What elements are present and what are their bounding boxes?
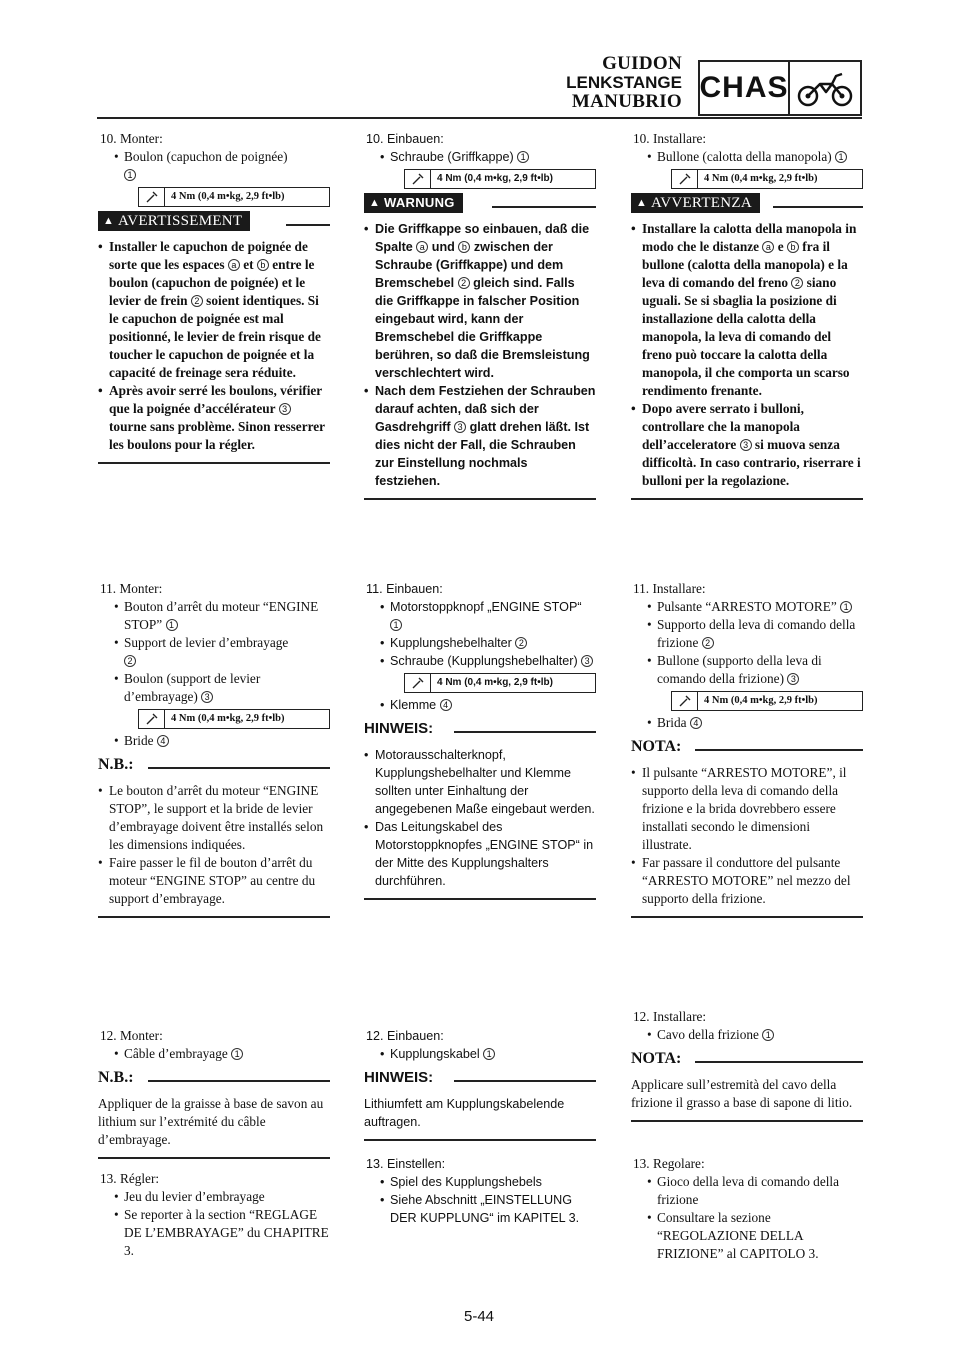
it-step-10: 10. Installare: • Bullone (calotta della manopola) 1 4 Nm (0,4 m•kg, 2,9 ft•lb) ▲ AVVERTENZA • Installare la calotta della manopola in modo che le distanze a e b fra il bullone (calotta della manopola) e la leva di comando del freno 2 siano uguali. Se si sbaglia la posizione di installazione della calotta della manopola, la leva di comando del freno può toccare la calotta della manopola, il che comporta un scarso rendimento frenante. • Dopo avere serrato i bulloni, controllare che la manopola dell’acceleratore 3 si muova senza difficoltà. In caso contrario, riserrare i bulloni per la regolazione. <box>631 130 863 500</box>
torque-spec: 4 Nm (0,4 m•kg, 2,9 ft•lb) <box>404 673 596 693</box>
note-body: Appliquer de la graisse à base de savon au lithium sur l’extrémité du câble d’embrayage. <box>98 1096 324 1147</box>
de-step-11: 11. Einbauen: • Motorstoppknopf „ENGINE STOP“ 1 • Kupplungshebelhalter 2 • Schraube (Kupplungshebelhalter) 3 4 Nm (0,4 m•kg, 2,9 ft•lb) • Klemme 4 HINWEIS: • Motorausschalterknopf, Kupplungshebelhalter und Klemme sollten unter Einhaltung der angegebenen Maße eingebaut werden. • Das Leitungskabel des Motorstoppknopfes „ENGINE STOP“ in der Mitte des Kupplungshalters durchführen. <box>364 580 596 900</box>
torque-spec: 4 Nm (0,4 m•kg, 2,9 ft•lb) <box>671 691 863 711</box>
fr-step-13: 13. Régler: • Jeu du levier d’embrayage • Se reporter à la section “REGLAGE DE L’EMBRAYAGE” du CHAPITRE 3. <box>98 1170 330 1260</box>
torque-spec: 4 Nm (0,4 m•kg, 2,9 ft•lb) <box>138 187 330 207</box>
note-body: • Le bouton d’arrêt du moteur “ENGINE STOP”, le support et la bride de levier d’embrayage doivent être installés selon les dimensions indiquées. • Faire passer le fil de bouton d’arrêt du moteur “ENGINE STOP” au centre du support d’embrayage. <box>98 778 330 908</box>
warning-label: ▲ AVERTISSEMENT <box>98 211 250 231</box>
page-number: 5-44 <box>464 1308 495 1325</box>
warning-header <box>631 193 863 215</box>
warning-header <box>364 193 596 215</box>
warning-header <box>98 211 330 233</box>
wrench-icon <box>405 674 431 692</box>
note-body: • Il pulsante “ARRESTO MOTORE”, il supporto della leva di comando della frizione e la brida dovrebbero essere installati secondo le dimensioni illustrate. • Far passare il conduttore del pulsante “ARRESTO MOTORE” nel mezzo del supporto della frizione. <box>631 760 863 908</box>
de-step-13: 13. Einstellen: • Spiel des Kupplungshebels • Siehe Abschnitt „EINSTELLUNG DER KUPPLUNG“ im KAPITEL 3. <box>364 1155 596 1227</box>
section-titles <box>566 54 682 111</box>
warning-label: ▲ WARNUNG <box>364 193 463 213</box>
header-rule <box>97 117 862 119</box>
wrench-icon <box>672 170 698 188</box>
note-header: N.B.: <box>98 1069 330 1091</box>
torque-spec: 4 Nm (0,4 m•kg, 2,9 ft•lb) <box>138 709 330 729</box>
section-code: CHAS <box>700 62 790 114</box>
note-body: • Motorausschalterknopf, Kupplungshebelhalter und Klemme sollten unter Einhaltung der angegebenen Maße eingebaut werden. • Das Leitungskabel des Motorstoppknopfes „ENGINE STOP“ in der Mitte des Kupplungshalters durchführen. <box>364 742 596 890</box>
it-step-12: 12. Installare: • Cavo della frizione 1 NOTA: Applicare sull’estremità del cavo della frizione il grasso a base di sapone di litio. <box>631 1008 863 1122</box>
note-header: N.B.: <box>98 756 330 778</box>
section-badge <box>698 60 862 116</box>
wrench-icon <box>405 170 431 188</box>
warning-body: • Die Griffkappe so einbauen, daß die Spalte a und b zwischen der Schraube (Griffkappe) und dem Bremschebel 2 gleich sind. Falls die Griffkappe in falscher Position eingebaut wird, kann der Bremschebel die Griffkappe berühren, so daß die Bremsleistung verschlechtert wird. • Nach dem Festziehen der Schrauben darauf achten, daß sich der Gasdrehgriff 3 glatt drehen läßt. Ist dies nicht der Fall, die Schrauben zur Einstellung nochmals festziehen. <box>364 215 596 490</box>
wrench-icon <box>139 710 165 728</box>
title-it: MANUBRIO <box>571 91 682 112</box>
note-body: Applicare sull’estremità del cavo della frizione il grasso a base di sapone di litio. <box>631 1077 853 1110</box>
title-fr: GUIDON <box>602 53 682 74</box>
note-header: NOTA: <box>631 1050 863 1072</box>
wrench-icon <box>672 692 698 710</box>
fr-step-10: 10. Monter: • Boulon (capuchon de poignée) 1 4 Nm (0,4 m•kg, 2,9 ft•lb) ▲ AVERTISSEMENT • Installer le capuchon de poignée de sorte que les espaces a et b entre le boulon (capuchon de poignée) et le levier de frein 2 soient identiques. Si le capuchon de poignée est mal positionné, le levier de frein risque de toucher le capuchon de poignée et la capacité de freinage sera réduite. • Après avoir serré les boulons, vérifier que la poignée d’accélérateur 3 tourne sans problème. Sinon resserrer les boulons pour la régler. <box>98 130 330 464</box>
warning-body: • Installer le capuchon de poignée de sorte que les espaces a et b entre le boulon (capuchon de poignée) et le levier de frein 2 soient identiques. Si le capuchon de poignée est mal positionné, le levier de frein risque de toucher le capuchon de poignée et la capacité de freinage sera réduite. • Après avoir serré les boulons, vérifier que la poignée d’accélérateur 3 tourne sans problème. Sinon resserrer les boulons pour la régler. <box>98 233 330 454</box>
de-step-12: 12. Einbauen: • Kupplungskabel 1 HINWEIS: Lithiumfett am Kupplungskabelende auftragen. <box>364 1027 596 1141</box>
warning-body: • Installare la calotta della manopola in modo che le distanze a e b fra il bullone (calotta della manopola) e la leva di comando del freno 2 siano uguali. Se si sbaglia la posizione di installazione della calotta della manopola, la leva di comando del freno può toccare la calotta della manopola, il che comporta un scarso rendimento frenante. • Dopo avere serrato i bulloni, controllare che la manopola dell’acceleratore 3 si muova senza difficoltà. In caso contrario, riserrare i bulloni per la regolazione. <box>631 215 863 490</box>
it-step-13: 13. Regolare: • Gioco della leva di comando della frizione • Consultare la sezione “REGOLAZIONE DELLA FRIZIONE” al CAPITOLO 3. <box>631 1155 863 1263</box>
fr-step-11: 11. Monter: • Bouton d’arrêt du moteur “ENGINE STOP” 1 • Support de levier d’embrayage 2 • Boulon (support de levier d’embrayage) 3 4 Nm (0,4 m•kg, 2,9 ft•lb) • Bride 4 N.B.: • Le bouton d’arrêt du moteur “ENGINE STOP”, le support et la bride de levier d’embrayage doivent être installés selon les dimensions indiquées. • Faire passer le fil de bouton d’arrêt du moteur “ENGINE STOP” au centre du support d’embrayage. <box>98 580 330 918</box>
de-step-10: 10. Einbauen: • Schraube (Griffkappe) 1 4 Nm (0,4 m•kg, 2,9 ft•lb) ▲ WARNUNG • Die Griffkappe so einbauen, daß die Spalte a und b zwischen der Schraube (Griffkappe) und dem Bremschebel 2 gleich sind. Falls die Griffkappe in falscher Position eingebaut wird, kann der Bremschebel die Griffkappe berühren, so daß die Bremsleistung verschlechtert wird. • Nach dem Festziehen der Schrauben darauf achten, daß sich der Gasdrehgriff 3 glatt drehen läßt. Ist dies nicht der Fall, die Schrauben zur Einstellung nochmals festziehen. <box>364 130 596 500</box>
fr-step-12: 12. Monter: • Câble d’embrayage 1 N.B.: Appliquer de la graisse à base de savon au lithium sur l’extrémité du câble d’embrayage. <box>98 1027 330 1159</box>
note-header: NOTA: <box>631 738 863 760</box>
callout-1: 1 <box>124 169 136 181</box>
warning-label: ▲ AVVERTENZA <box>631 193 760 213</box>
title-de: LENKSTANGE <box>566 73 682 92</box>
it-step-11: 11. Installare: • Pulsante “ARRESTO MOTORE” 1 • Supporto della leva di comando della frizione 2 • Bullone (supporto della leva di comando della frizione) 3 4 Nm (0,4 m•kg, 2,9 ft•lb) • Brida 4 NOTA: • Il pulsante “ARRESTO MOTORE”, il supporto della leva di comando della frizione e la brida dovrebbero essere installati secondo le dimensioni illustrate. • Far passare il conduttore del pulsante “ARRESTO MOTORE” nel mezzo del supporto della frizione. <box>631 580 863 918</box>
note-body: Lithiumfett am Kupplungskabelende auftragen. <box>364 1097 565 1129</box>
note-header: HINWEIS: <box>364 720 596 742</box>
torque-spec: 4 Nm (0,4 m•kg, 2,9 ft•lb) <box>404 169 596 189</box>
note-header: HINWEIS: <box>364 1069 596 1091</box>
motorcycle-icon <box>790 62 860 114</box>
torque-spec: 4 Nm (0,4 m•kg, 2,9 ft•lb) <box>671 169 863 189</box>
wrench-icon <box>139 188 165 206</box>
